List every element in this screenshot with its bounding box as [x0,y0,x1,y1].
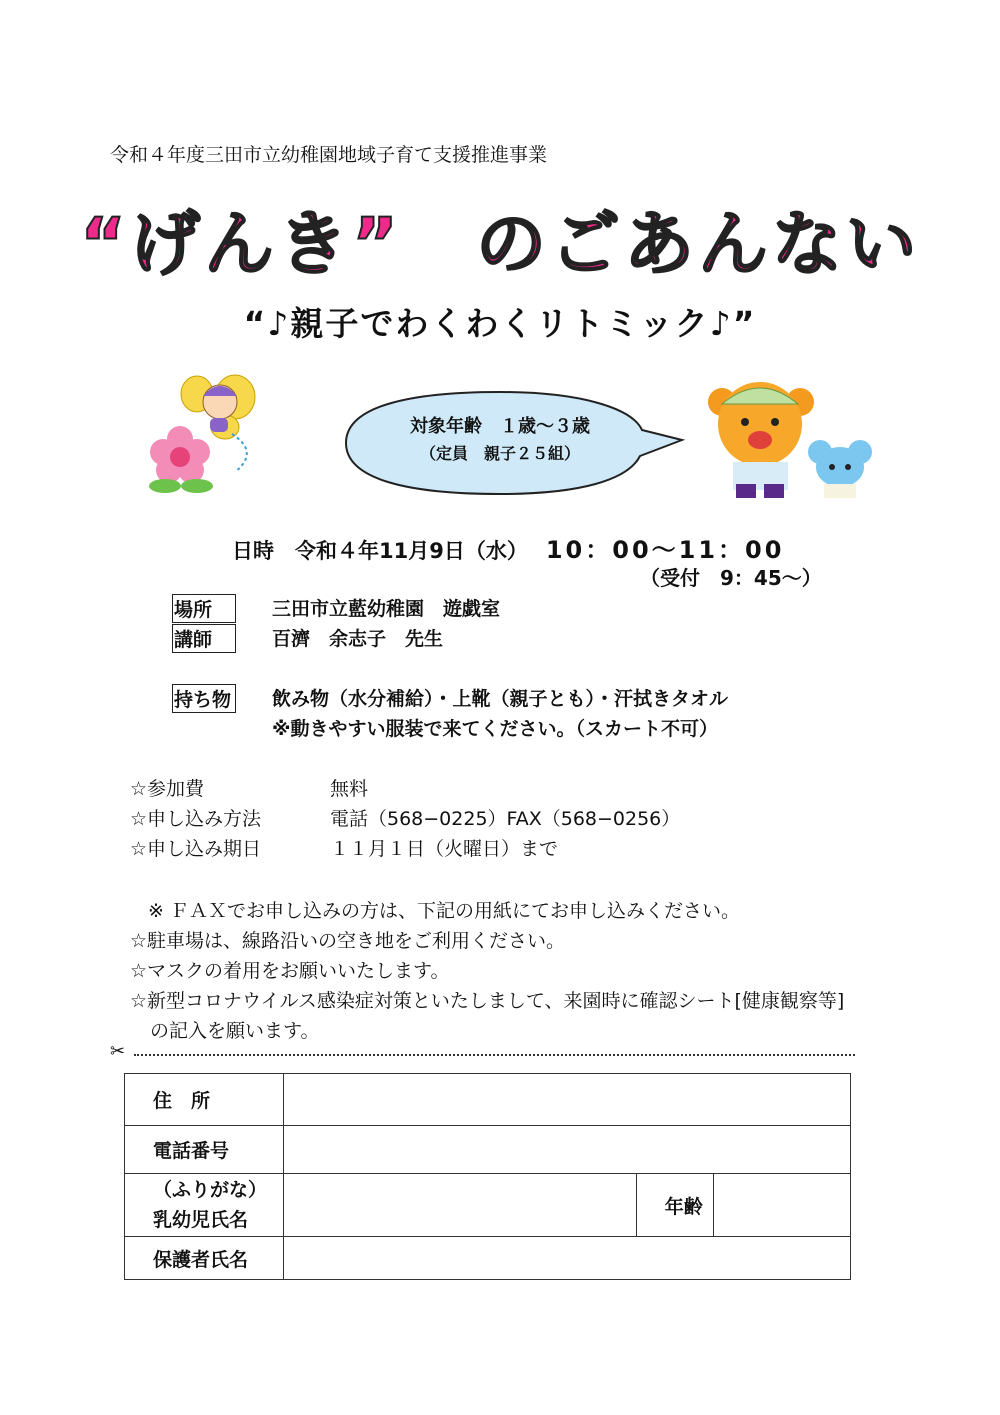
deadline-row [130,834,559,861]
bear-mouse-illustration [700,372,875,507]
deadline-value: １１月１日（火曜日）まで [330,838,559,860]
address-field[interactable] [283,1074,850,1126]
teacher-label: 講師 [172,624,236,653]
child-name-field[interactable] [283,1174,636,1237]
teacher-row [172,624,444,653]
guardian-label: 保護者氏名 [125,1237,284,1280]
fee-label: ☆参加費 [130,778,205,800]
fee-value: 無料 [330,778,369,800]
guardian-row [125,1237,851,1280]
event-time: 10：00～11：00 [545,536,785,564]
mask-note: ☆マスクの着用をお願いいたします。 [130,960,450,982]
cut-line [110,1041,855,1062]
child-name-label: 乳幼児氏名 [153,1209,249,1231]
target-age: 対象年齢 １歳～３歳 [410,416,590,437]
application-form [124,1073,851,1280]
child-row [125,1174,851,1237]
parking-note: ☆駐車場は、線路沿いの空き地をご利用ください。 [130,930,566,952]
apply-method-label: ☆申し込み方法 [130,808,262,830]
phone-label: 電話番号 [125,1126,284,1174]
scissors-icon: ✂ [110,1041,126,1062]
page-title: “げんき” のごあんない [79,203,920,285]
items-value: 飲み物（水分補給）・上靴（親子とも）・汗拭きタオル [272,688,729,710]
address-row [125,1074,851,1126]
reception-time: （受付 9：45～） [640,566,822,590]
fee-row [130,774,369,801]
items-note: ※動きやすい服装で来てください。（スカート不可） [272,718,718,740]
age-label: 年齢 [636,1174,714,1237]
page-subtitle: “♪親子でわくわくリトミック♪” [243,304,757,343]
address-label: 住 所 [125,1074,284,1126]
apply-method-row [130,804,681,831]
items-row [172,684,729,713]
event-datetime [232,530,784,565]
phone-field[interactable] [283,1126,850,1174]
phone-row [125,1126,851,1174]
apply-method-value: 電話（568−0225）FAX（568−0256） [330,808,681,830]
deadline-label: ☆申し込み期日 [130,838,262,860]
dotted-divider [134,1054,855,1056]
items-label: 持ち物 [172,684,236,713]
child-label [125,1174,284,1237]
age-field[interactable] [714,1174,851,1237]
furigana-label: （ふりがな） [153,1179,268,1201]
fax-note: ※ ＦＡＸでお申し込みの方は、下記の用紙にてお申し込みください。 [148,900,740,922]
place-row [172,594,501,623]
program-name: 令和４年度三田市立幼稚園地域子育て支援推進事業 [110,144,548,166]
capacity: （定員 親子２５組） [419,444,580,463]
covid-note-cont: の記入を願います。 [150,1020,320,1042]
fairy-flower-illustration [140,372,270,497]
place-label: 場所 [172,594,236,623]
covid-note: ☆新型コロナウイルス感染症対策といたしまして、来園時に確認シート[健康観察等] [130,990,845,1012]
place-value: 三田市立藍幼稚園 遊戯室 [272,598,501,620]
teacher-value: 百濟 余志子 先生 [272,628,444,650]
event-date: 日時 令和４年11月9日（水） [232,539,528,563]
guardian-name-field[interactable] [283,1237,850,1280]
